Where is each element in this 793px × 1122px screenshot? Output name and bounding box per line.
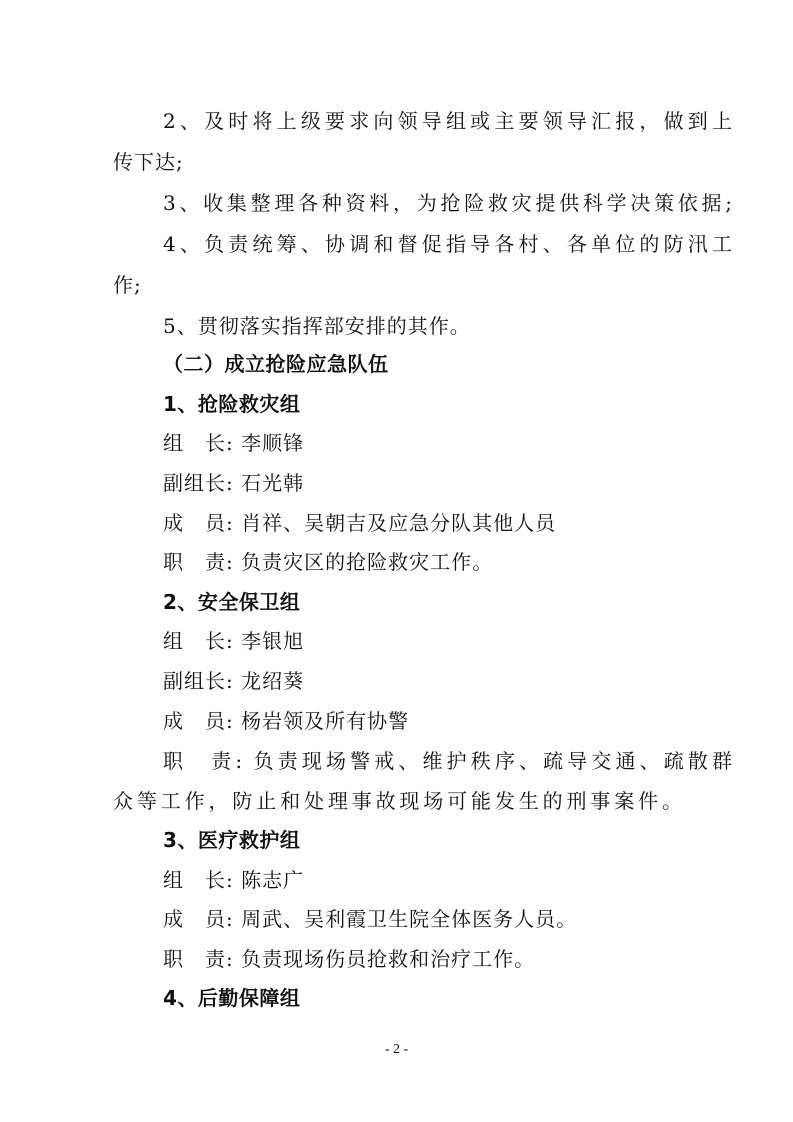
team-1-deputy: 副组长: 石光韩 [163,471,305,495]
team-2-members: 成 员: 杨岩领及所有协警 [163,709,410,733]
section-heading: （二）成立抢险应急队伍 [163,352,389,376]
paragraph-item-3: 3、收集整理各种资料，为抢险救灾提供科学决策依据; [163,191,733,215]
team-3-leader: 组 长: 陈志广 [163,868,305,892]
paragraph-item-2-line-2: 传下达; [113,150,184,174]
team-2-deputy: 副组长: 龙绍葵 [163,669,305,693]
paragraph-item-4-line-1: 4、负责统筹、协调和督促指导各村、各单位的防汛工 [163,232,733,256]
team-1-members: 成 员: 肖祥、吴朝吉及应急分队其他人员 [163,511,557,535]
team-2-duty-line-2: 众等工作，防止和处理事故现场可能发生的刑事案件。 [113,789,683,813]
paragraph-item-4-line-2: 作; [113,273,142,297]
team-1-heading: 1、抢险救灾组 [163,392,301,416]
team-3-heading: 3、医疗救护组 [163,828,301,852]
team-4-heading: 4、后勤保障组 [163,986,301,1010]
page-number: - 2 - [384,1042,409,1057]
team-1-duty: 职 责: 负责灾区的抢险救灾工作。 [163,550,494,574]
team-3-members: 成 员: 周武、吴利霞卫生院全体医务人员。 [163,907,578,931]
paragraph-item-2-line-1: 2、及时将上级要求向领导组或主要领导汇报，做到上 [163,109,733,133]
team-3-duty: 职 责: 负责现场伤员抢救和治疗工作。 [163,947,536,971]
team-2-duty-line-1: 职 责: 负责现场警戒、维护秩序、疏导交通、疏散群 [163,749,733,773]
team-2-heading: 2、安全保卫组 [163,590,301,614]
paragraph-item-5: 5、贯彻落实指挥部安排的其作。 [163,314,471,338]
team-1-leader: 组 长: 李顺锋 [163,431,305,455]
team-2-leader: 组 长: 李银旭 [163,629,305,653]
